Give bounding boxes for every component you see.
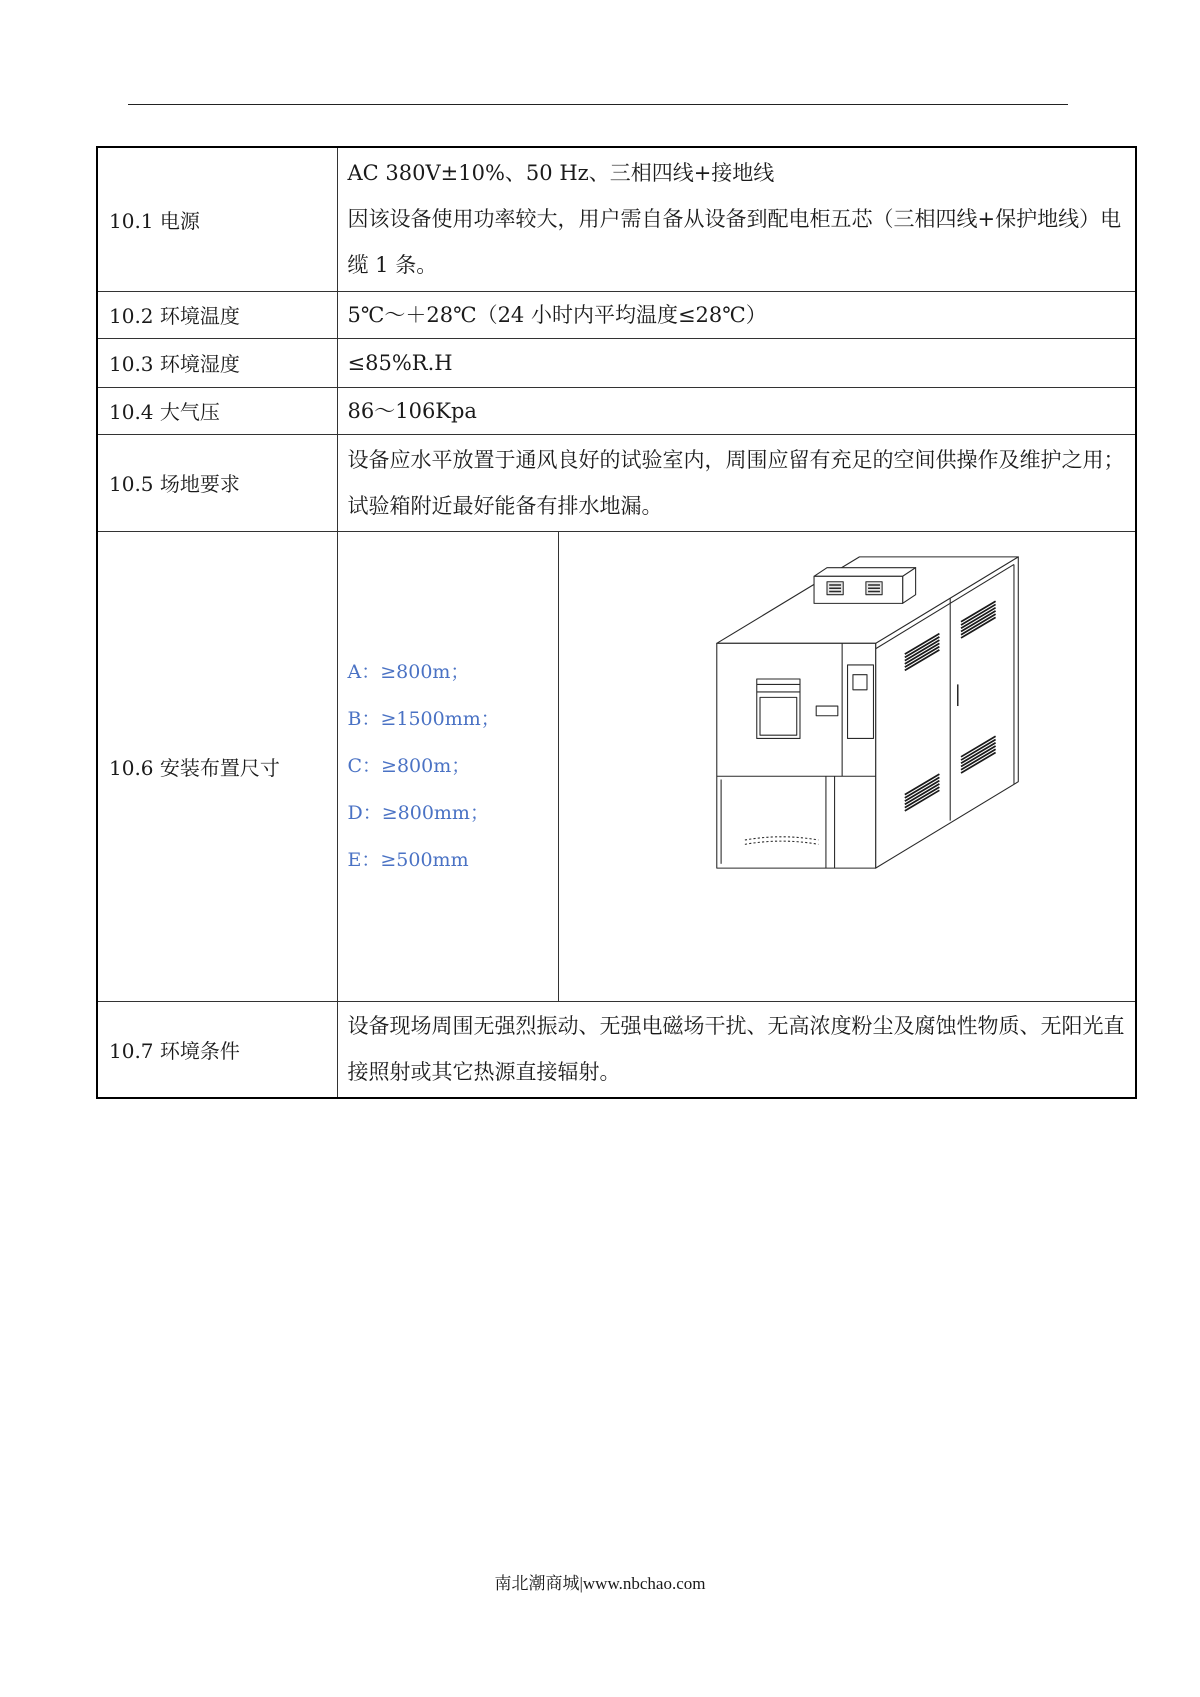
pressure-value: 86～106Kpa (347, 398, 477, 423)
site-label: 10.5 场地要求 (109, 472, 240, 496)
conditions-label-cell (97, 1001, 337, 1098)
footer-text[interactable]: 南北潮商城|www.nbchao.com (494, 1574, 706, 1593)
dimension-c: C：≥800m； (347, 754, 471, 777)
pressure-label-cell (97, 387, 337, 434)
fan-grille-left-icon (827, 582, 843, 595)
temperature-label: 10.2 环境温度 (109, 304, 240, 328)
dimension-d: D：≥800mm； (347, 801, 489, 824)
spec-row-site (97, 434, 1136, 531)
spec-row-pressure (97, 387, 1136, 434)
test-chamber-illustration (559, 533, 1135, 999)
power-label: 10.1 电源 (109, 208, 200, 233)
pressure-label: 10.4 大气压 (109, 400, 220, 424)
humidity-label: 10.3 环境湿度 (109, 352, 240, 376)
door-handle (816, 706, 838, 716)
temperature-value-cell (337, 291, 1136, 338)
dimension-e: E：≥500mm (347, 848, 469, 871)
header-rule (128, 104, 1068, 105)
humidity-value-cell (337, 338, 1136, 387)
spec-row-layout (97, 531, 1136, 1001)
layout-label: 10.6 安装布置尺寸 (109, 755, 280, 780)
spec-table (96, 146, 1137, 1099)
power-spec-line-1: AC 380V±10%、50 Hz、三相四线+接地线 (347, 161, 775, 186)
spec-row-conditions (97, 1001, 1136, 1098)
dimension-a: A：≥800m； (347, 660, 470, 683)
dimension-list-cell (337, 531, 558, 1001)
control-display (852, 675, 866, 690)
layout-label-cell (97, 531, 337, 1001)
power-value-cell (337, 147, 1136, 291)
pressure-value-cell (337, 387, 1136, 434)
site-label-cell (97, 434, 337, 531)
observation-window (756, 679, 799, 738)
top-compressor-housing (814, 568, 916, 604)
power-label-cell (97, 147, 337, 291)
fan-grille-right-icon (865, 582, 881, 595)
spec-row-temperature (97, 291, 1136, 338)
conditions-label: 10.7 环境条件 (109, 1038, 240, 1063)
humidity-label-cell (97, 338, 337, 387)
temperature-label-cell (97, 291, 337, 338)
conditions-value: 设备现场周围无强烈振动、无强电磁场干扰、无高浓度粉尘及腐蚀性物质、无阳光直接照射或其它热源直接辐射。 (347, 1014, 1125, 1085)
site-value: 设备应水平放置于通风良好的试验室内，周围应留有充足的空间供操作及维护之用；试验箱附近最好能备有排水地漏。 (347, 447, 1125, 518)
layout-image-cell (558, 531, 1136, 1001)
humidity-value: ≤85%R.H (347, 350, 453, 375)
site-value-cell (337, 434, 1136, 531)
control-panel (847, 665, 873, 738)
power-spec-line-2: 因该设备使用功率较大，用户需自备从设备到配电柜五芯（三相四线+保护地线）电缆 1 条。 (347, 207, 1122, 278)
dimension-b: B：≥1500mm； (347, 707, 500, 730)
spec-row-humidity (97, 338, 1136, 387)
conditions-value-cell (337, 1001, 1136, 1098)
temperature-value: 5℃～＋28℃（24 小时内平均温度≤28℃） (347, 302, 767, 327)
spec-row-power (97, 147, 1136, 291)
